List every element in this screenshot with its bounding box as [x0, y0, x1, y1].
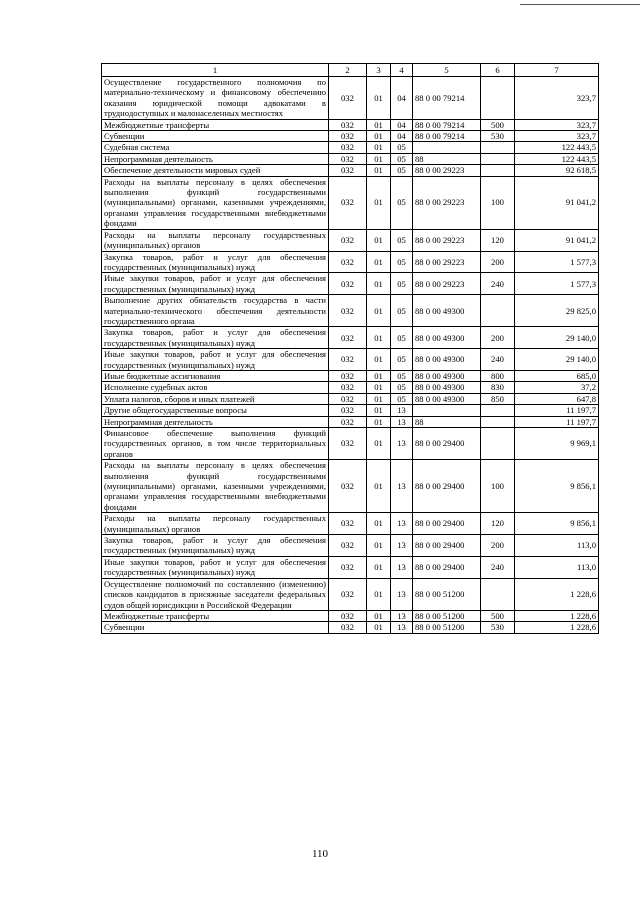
row-rz: 01 — [367, 77, 391, 120]
table-row — [102, 165, 599, 176]
row-csr: 88 0 00 79214 — [413, 131, 481, 142]
row-vr: 830 — [481, 382, 515, 393]
row-name: Иные бюджетные ассигнования — [102, 370, 329, 381]
row-grbs: 032 — [329, 460, 367, 513]
row-grbs: 032 — [329, 370, 367, 381]
row-pr: 04 — [391, 119, 413, 130]
row-grbs: 032 — [329, 393, 367, 404]
row-vr: 200 — [481, 251, 515, 273]
row-vr: 200 — [481, 327, 515, 349]
row-csr: 88 — [413, 416, 481, 427]
row-vr: 240 — [481, 349, 515, 371]
row-rz: 01 — [367, 327, 391, 349]
row-rz: 01 — [367, 428, 391, 460]
row-csr: 88 0 00 29223 — [413, 165, 481, 176]
row-grbs: 032 — [329, 382, 367, 393]
row-sum: 1 228,6 — [515, 578, 599, 610]
row-pr: 13 — [391, 578, 413, 610]
row-rz: 01 — [367, 229, 391, 251]
row-pr: 05 — [391, 142, 413, 153]
table-row — [102, 513, 599, 535]
row-sum: 9 856,1 — [515, 513, 599, 535]
row-pr: 05 — [391, 153, 413, 164]
row-csr: 88 0 00 29223 — [413, 251, 481, 273]
table-row — [102, 428, 599, 460]
row-name: Расходы на выплаты персоналу государственных (муниципальных) органов — [102, 513, 329, 535]
row-csr: 88 0 00 49300 — [413, 382, 481, 393]
table-row — [102, 578, 599, 610]
row-name: Межбюджетные трансферты — [102, 610, 329, 621]
row-vr: 100 — [481, 460, 515, 513]
row-pr: 13 — [391, 556, 413, 578]
row-pr: 05 — [391, 295, 413, 327]
row-rz: 01 — [367, 153, 391, 164]
header-col-3: 3 — [367, 64, 391, 77]
row-grbs: 032 — [329, 142, 367, 153]
row-rz: 01 — [367, 251, 391, 273]
row-vr: 800 — [481, 370, 515, 381]
table-row — [102, 393, 599, 404]
page-number: 110 — [311, 848, 329, 860]
row-csr: 88 0 00 29400 — [413, 513, 481, 535]
row-csr: 88 0 00 29400 — [413, 428, 481, 460]
row-grbs: 032 — [329, 556, 367, 578]
row-grbs: 032 — [329, 535, 367, 557]
row-sum: 1 577,3 — [515, 251, 599, 273]
row-name: Исполнение судебных актов — [102, 382, 329, 393]
row-rz: 01 — [367, 131, 391, 142]
row-sum: 11 197,7 — [515, 416, 599, 427]
row-name: Осуществление государственного полномочия по материально-техническому и финансовому обеспечению оказания юридической помощи адвокатами в труднодоступных и малонаселенных местностях — [102, 77, 329, 120]
row-rz: 01 — [367, 513, 391, 535]
row-sum: 37,2 — [515, 382, 599, 393]
row-pr: 13 — [391, 405, 413, 416]
row-rz: 01 — [367, 273, 391, 295]
row-csr — [413, 405, 481, 416]
row-rz: 01 — [367, 578, 391, 610]
row-rz: 01 — [367, 405, 391, 416]
row-pr: 05 — [391, 349, 413, 371]
row-name: Судебная система — [102, 142, 329, 153]
row-sum: 113,0 — [515, 535, 599, 557]
table-row — [102, 382, 599, 393]
row-csr: 88 0 00 51200 — [413, 622, 481, 633]
row-grbs: 032 — [329, 119, 367, 130]
row-vr — [481, 77, 515, 120]
table-row — [102, 142, 599, 153]
row-csr: 88 0 00 49300 — [413, 393, 481, 404]
top-scan-line — [520, 4, 640, 5]
row-pr: 13 — [391, 535, 413, 557]
row-name: Осуществление полномочий по составлению (изменению) списков кандидатов в присяжные заседатели федеральных судов общей юрисдикции в Российской Федерации — [102, 578, 329, 610]
row-vr: 120 — [481, 513, 515, 535]
row-grbs: 032 — [329, 513, 367, 535]
row-name: Обеспечение деятельности мировых судей — [102, 165, 329, 176]
row-name: Финансовое обеспечение выполнения функций государственных органов, в том числе территориальных органов — [102, 428, 329, 460]
table-row — [102, 229, 599, 251]
row-name: Непрограммная деятельность — [102, 416, 329, 427]
row-grbs: 032 — [329, 165, 367, 176]
row-name: Непрограммная деятельность — [102, 153, 329, 164]
row-pr: 13 — [391, 622, 413, 633]
row-name: Иные закупки товаров, работ и услуг для обеспечения государственных (муниципальных) нужд — [102, 349, 329, 371]
row-vr: 530 — [481, 622, 515, 633]
row-name: Субвенции — [102, 131, 329, 142]
row-name: Уплата налогов, сборов и иных платежей — [102, 393, 329, 404]
row-sum: 1 577,3 — [515, 273, 599, 295]
row-csr: 88 0 00 29400 — [413, 460, 481, 513]
table-row — [102, 349, 599, 371]
table-row — [102, 131, 599, 142]
table-header-row — [102, 64, 599, 77]
table-row — [102, 273, 599, 295]
row-rz: 01 — [367, 556, 391, 578]
row-csr: 88 0 00 49300 — [413, 295, 481, 327]
row-sum: 29 140,0 — [515, 349, 599, 371]
row-pr: 04 — [391, 77, 413, 120]
row-sum: 11 197,7 — [515, 405, 599, 416]
row-rz: 01 — [367, 119, 391, 130]
row-vr — [481, 153, 515, 164]
table-row — [102, 176, 599, 229]
row-csr: 88 0 00 29223 — [413, 273, 481, 295]
row-rz: 01 — [367, 393, 391, 404]
row-vr: 530 — [481, 131, 515, 142]
row-pr: 05 — [391, 251, 413, 273]
row-rz: 01 — [367, 349, 391, 371]
table-row — [102, 370, 599, 381]
row-grbs: 032 — [329, 251, 367, 273]
table-row — [102, 119, 599, 130]
row-pr: 05 — [391, 382, 413, 393]
header-col-7: 7 — [515, 64, 599, 77]
row-sum: 323,7 — [515, 131, 599, 142]
row-pr: 05 — [391, 327, 413, 349]
table-row — [102, 77, 599, 120]
row-pr: 13 — [391, 428, 413, 460]
header-col-5: 5 — [413, 64, 481, 77]
row-grbs: 032 — [329, 176, 367, 229]
table-row — [102, 535, 599, 557]
row-vr: 100 — [481, 176, 515, 229]
row-vr: 240 — [481, 556, 515, 578]
row-vr — [481, 165, 515, 176]
row-vr — [481, 428, 515, 460]
row-grbs: 032 — [329, 153, 367, 164]
row-vr: 120 — [481, 229, 515, 251]
row-csr: 88 0 00 29400 — [413, 535, 481, 557]
table-row — [102, 251, 599, 273]
row-sum: 91 041,2 — [515, 229, 599, 251]
table-row — [102, 622, 599, 633]
row-name: Расходы на выплаты персоналу в целях обеспечения выполнения функций государственными (муниципальными) органами, казенными учреждениями, органами управления государственными внебюджетными фондами — [102, 176, 329, 229]
row-vr — [481, 295, 515, 327]
row-name: Иные закупки товаров, работ и услуг для обеспечения государственных (муниципальных) нужд — [102, 273, 329, 295]
row-pr: 05 — [391, 273, 413, 295]
row-name: Закупка товаров, работ и услуг для обеспечения государственных (муниципальных) нужд — [102, 327, 329, 349]
row-csr: 88 0 00 29223 — [413, 229, 481, 251]
row-name: Субвенции — [102, 622, 329, 633]
row-pr: 05 — [391, 176, 413, 229]
row-rz: 01 — [367, 535, 391, 557]
row-grbs: 032 — [329, 131, 367, 142]
table-row — [102, 416, 599, 427]
row-rz: 01 — [367, 142, 391, 153]
row-pr: 04 — [391, 131, 413, 142]
row-vr — [481, 142, 515, 153]
table-row — [102, 556, 599, 578]
row-sum: 9 969,1 — [515, 428, 599, 460]
row-grbs: 032 — [329, 273, 367, 295]
table-row — [102, 610, 599, 621]
row-rz: 01 — [367, 382, 391, 393]
row-sum: 647,8 — [515, 393, 599, 404]
row-sum: 9 856,1 — [515, 460, 599, 513]
row-sum: 1 228,6 — [515, 622, 599, 633]
row-rz: 01 — [367, 460, 391, 513]
row-name: Расходы на выплаты персоналу в целях обеспечения выполнения функций государственными (муниципальными) органами, казенными учреждениями, органами управления государственными внебюджетными фондами — [102, 460, 329, 513]
row-sum: 92 618,5 — [515, 165, 599, 176]
row-grbs: 032 — [329, 77, 367, 120]
row-sum: 113,0 — [515, 556, 599, 578]
row-csr: 88 0 00 79214 — [413, 77, 481, 120]
row-vr: 500 — [481, 610, 515, 621]
row-rz: 01 — [367, 416, 391, 427]
row-grbs: 032 — [329, 405, 367, 416]
row-grbs: 032 — [329, 610, 367, 621]
row-pr: 13 — [391, 416, 413, 427]
row-sum: 29 140,0 — [515, 327, 599, 349]
budget-table — [101, 63, 599, 634]
row-name: Иные закупки товаров, работ и услуг для обеспечения государственных (муниципальных) нужд — [102, 556, 329, 578]
table-row — [102, 460, 599, 513]
row-vr: 240 — [481, 273, 515, 295]
header-col-2: 2 — [329, 64, 367, 77]
row-pr: 13 — [391, 610, 413, 621]
row-rz: 01 — [367, 370, 391, 381]
table-row — [102, 405, 599, 416]
row-sum: 323,7 — [515, 119, 599, 130]
row-sum: 29 825,0 — [515, 295, 599, 327]
row-sum: 122 443,5 — [515, 153, 599, 164]
row-pr: 13 — [391, 513, 413, 535]
row-sum: 323,7 — [515, 77, 599, 120]
row-rz: 01 — [367, 165, 391, 176]
row-pr: 05 — [391, 165, 413, 176]
row-grbs: 032 — [329, 416, 367, 427]
row-name: Закупка товаров, работ и услуг для обеспечения государственных (муниципальных) нужд — [102, 535, 329, 557]
header-col-1: 1 — [102, 64, 329, 77]
row-csr: 88 0 00 51200 — [413, 578, 481, 610]
row-vr — [481, 578, 515, 610]
row-vr — [481, 405, 515, 416]
row-csr: 88 — [413, 153, 481, 164]
row-csr: 88 0 00 29223 — [413, 176, 481, 229]
row-name: Другие общегосударственные вопросы — [102, 405, 329, 416]
table-row — [102, 327, 599, 349]
row-vr: 850 — [481, 393, 515, 404]
header-col-4: 4 — [391, 64, 413, 77]
table-row — [102, 295, 599, 327]
row-sum: 685,0 — [515, 370, 599, 381]
row-grbs: 032 — [329, 622, 367, 633]
row-rz: 01 — [367, 295, 391, 327]
row-csr — [413, 142, 481, 153]
row-sum: 122 443,5 — [515, 142, 599, 153]
row-rz: 01 — [367, 610, 391, 621]
row-sum: 91 041,2 — [515, 176, 599, 229]
row-csr: 88 0 00 29400 — [413, 556, 481, 578]
row-pr: 13 — [391, 460, 413, 513]
row-pr: 05 — [391, 229, 413, 251]
row-rz: 01 — [367, 622, 391, 633]
row-name: Выполнение других обязательств государства в части материально-технического обеспечения деятельности государственного органа — [102, 295, 329, 327]
row-grbs: 032 — [329, 229, 367, 251]
row-name: Расходы на выплаты персоналу государственных (муниципальных) органов — [102, 229, 329, 251]
row-csr: 88 0 00 49300 — [413, 327, 481, 349]
row-csr: 88 0 00 79214 — [413, 119, 481, 130]
row-sum: 1 228,6 — [515, 610, 599, 621]
row-grbs: 032 — [329, 349, 367, 371]
row-grbs: 032 — [329, 428, 367, 460]
row-grbs: 032 — [329, 295, 367, 327]
header-col-6: 6 — [481, 64, 515, 77]
row-rz: 01 — [367, 176, 391, 229]
row-pr: 05 — [391, 370, 413, 381]
row-csr: 88 0 00 49300 — [413, 349, 481, 371]
row-name: Межбюджетные трансферты — [102, 119, 329, 130]
row-grbs: 032 — [329, 327, 367, 349]
row-csr: 88 0 00 49300 — [413, 370, 481, 381]
row-csr: 88 0 00 51200 — [413, 610, 481, 621]
row-vr — [481, 416, 515, 427]
row-vr: 200 — [481, 535, 515, 557]
row-name: Закупка товаров, работ и услуг для обеспечения государственных (муниципальных) нужд — [102, 251, 329, 273]
table-row — [102, 153, 599, 164]
row-pr: 05 — [391, 393, 413, 404]
row-vr: 500 — [481, 119, 515, 130]
row-grbs: 032 — [329, 578, 367, 610]
